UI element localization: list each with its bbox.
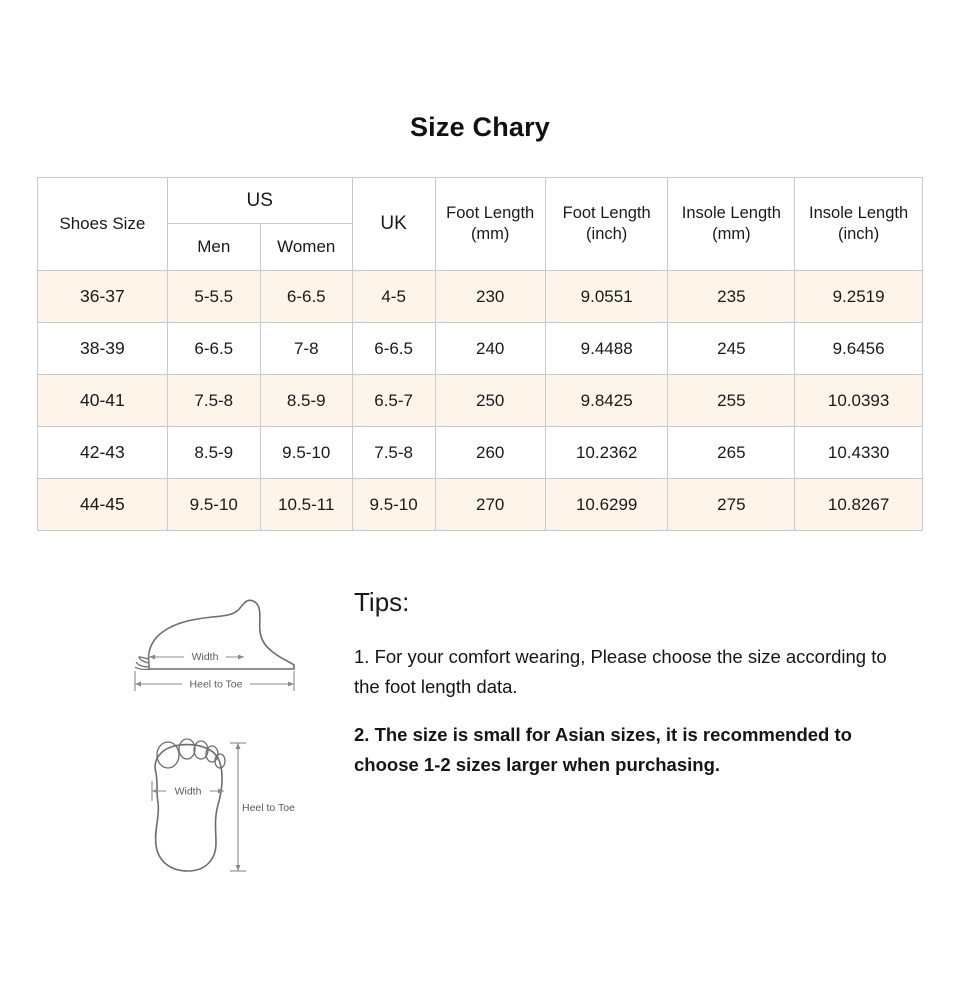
cell-uk: 6.5-7 (352, 375, 435, 427)
cell-insole-inch: 10.8267 (795, 479, 923, 531)
cell-foot-mm: 240 (435, 323, 545, 375)
bottom-section (0, 573, 960, 898)
header-foot-length-mm (435, 178, 545, 271)
header-foot-length-inch-label: Foot Length (562, 203, 651, 222)
cell-foot-inch: 9.8425 (545, 375, 668, 427)
cell-foot-inch: 9.0551 (545, 271, 668, 323)
cell-foot-mm: 270 (435, 479, 545, 531)
header-foot-length-mm-label: Foot Length (446, 203, 535, 222)
cell-insole-mm: 265 (668, 427, 795, 479)
foot-side-view-illustration (44, 591, 314, 706)
tip-item-2: 2. The size is small for Asian sizes, it is recommended to choose 1-2 sizes larger when purchasing. (354, 724, 852, 776)
tips-section (344, 573, 920, 898)
top-view-width-label: Width (174, 785, 202, 798)
cell-foot-inch: 9.4488 (545, 323, 668, 375)
table-header-row-1 (38, 178, 923, 224)
top-view-heel-to-toe-label: Heel to Toe (242, 802, 295, 814)
cell-us-women: 6-6.5 (260, 271, 352, 323)
cell-insole-inch: 9.6456 (795, 323, 923, 375)
table-row (38, 323, 923, 375)
cell-insole-mm: 245 (668, 323, 795, 375)
cell-insole-inch: 9.2519 (795, 271, 923, 323)
header-us-men: Men (167, 224, 260, 271)
cell-uk: 6-6.5 (352, 323, 435, 375)
cell-us-women: 10.5-11 (260, 479, 352, 531)
header-foot-length-mm-unit: (mm) (470, 225, 510, 243)
foot-top-view-illustration (44, 733, 314, 893)
foot-top-view-diagram (44, 733, 344, 898)
cell-shoes-size: 42-43 (38, 427, 168, 479)
cell-insole-inch: 10.0393 (795, 375, 923, 427)
size-chart-table-wrapper (37, 177, 923, 531)
table-row (38, 271, 923, 323)
header-insole-length-mm-unit: (mm) (712, 225, 751, 243)
cell-shoes-size: 38-39 (38, 323, 168, 375)
cell-foot-mm: 230 (435, 271, 545, 323)
foot-measurement-diagrams (44, 573, 344, 898)
cell-shoes-size: 40-41 (38, 375, 168, 427)
header-shoes-size: Shoes Size (38, 178, 168, 271)
table-header (38, 178, 923, 271)
cell-us-women: 9.5-10 (260, 427, 352, 479)
header-foot-length-inch (545, 178, 668, 271)
header-us: US (167, 178, 352, 224)
page-title: Size Chary (409, 112, 551, 142)
cell-us-men: 5-5.5 (167, 271, 260, 323)
side-view-width-label: Width (191, 651, 219, 663)
cell-foot-inch: 10.2362 (545, 427, 668, 479)
cell-shoes-size: 36-37 (38, 271, 168, 323)
cell-insole-mm: 275 (668, 479, 795, 531)
table-row (38, 479, 923, 531)
header-us-women: Women (260, 224, 352, 271)
table-row (38, 427, 923, 479)
cell-foot-inch: 10.6299 (545, 479, 668, 531)
header-insole-length-inch (795, 178, 923, 271)
cell-us-men: 9.5-10 (167, 479, 260, 531)
header-foot-length-inch-unit: (inch) (586, 225, 628, 243)
cell-us-men: 6-6.5 (167, 323, 260, 375)
cell-foot-mm: 250 (435, 375, 545, 427)
foot-side-view-diagram (44, 591, 344, 711)
cell-us-women: 7-8 (260, 323, 352, 375)
cell-uk: 4-5 (352, 271, 435, 323)
cell-us-women: 8.5-9 (260, 375, 352, 427)
cell-us-men: 7.5-8 (167, 375, 260, 427)
header-insole-length-inch-unit: (inch) (837, 225, 880, 243)
cell-insole-mm: 255 (668, 375, 795, 427)
cell-insole-mm: 235 (668, 271, 795, 323)
cell-us-men: 8.5-9 (167, 427, 260, 479)
header-insole-length-inch-label: Insole Length (809, 203, 909, 222)
cell-insole-inch: 10.4330 (795, 427, 923, 479)
table-body (38, 271, 923, 531)
header-uk: UK (352, 178, 435, 271)
table-row (38, 375, 923, 427)
size-chart-table (37, 177, 923, 531)
cell-uk: 7.5-8 (352, 427, 435, 479)
cell-foot-mm: 260 (435, 427, 545, 479)
header-insole-length-mm-label: Insole Length (681, 203, 781, 222)
tip-item-1: 1. For your comfort wearing, Please choose the size according to the foot length data. (354, 646, 887, 697)
cell-shoes-size: 44-45 (38, 479, 168, 531)
cell-uk: 9.5-10 (352, 479, 435, 531)
header-insole-length-mm (668, 178, 795, 271)
tips-heading: Tips: (354, 587, 410, 617)
side-view-heel-to-toe-label: Heel to Toe (189, 678, 243, 691)
